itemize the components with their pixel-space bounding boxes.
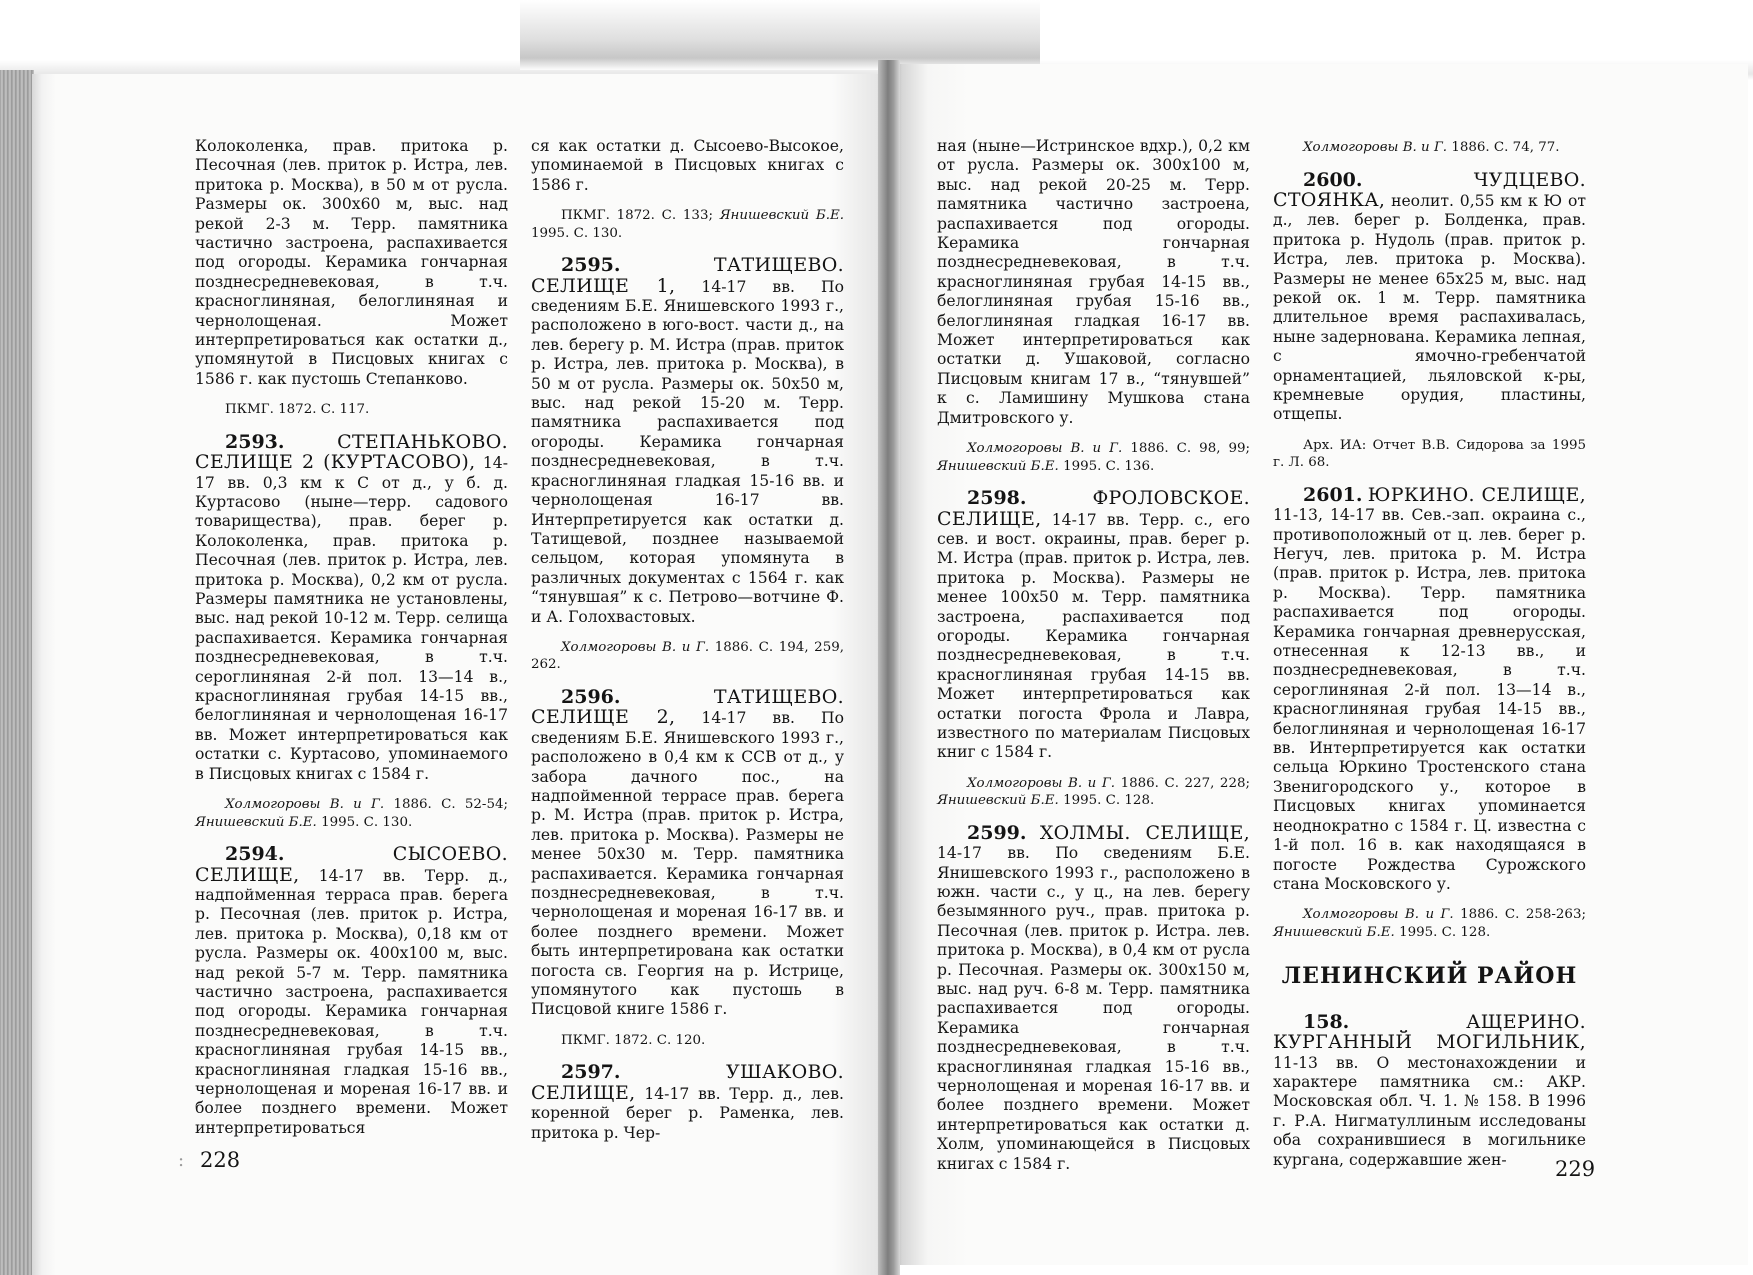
ref-text: 1995. С. 128. — [1399, 924, 1491, 940]
entry-number: 2595. — [561, 254, 621, 277]
ref-author: Холмогоровы В. и Г. — [561, 639, 710, 655]
left-page-column-1 — [195, 137, 508, 1138]
entry-text: 14-17 вв. По сведениям Б.Е. Янишевского 1993 г., расположено в юго-вост. части д., на лев. берегу р. М. Истра (прав. приток р. Истра, лев. притока р. Москва), в 50 м от русла. Размеры ок. 50х50 м, выс. над рекой 15-20 м. Терр. памятника распахивается под огороды. Керамика гончарная позднесредневековая, в т.ч. красноглиняная гладкая 15-16 вв. и чернолощеная 16-17 вв. Интерпретируется как остатки д. Татищевой, позднее называемой сельцом, которая упомянута в различных документах с 1564 г. как “тянувшая” к с. Петрово—вотчине Ф. и А. Голохвастовых. — [531, 277, 844, 626]
page-number-right: 229 — [1555, 1157, 1596, 1181]
entry-title: УШАКОВО. СЕЛИЩЕ, — [531, 1061, 844, 1104]
ref-text: 1886. С. 227, 228; — [1120, 775, 1251, 791]
right-page-column-2 — [1273, 137, 1586, 1170]
entry-158 — [1273, 1010, 1586, 1170]
district-heading: ЛЕНИНСКИЙ РАЙОН — [1281, 963, 1578, 990]
entry-2597 — [531, 1063, 844, 1143]
left-page-column-2 — [531, 137, 844, 1143]
ref-author: Янишевский Б.Е. — [937, 793, 1059, 809]
entry-text: 14-17 вв. По сведениям Б.Е. Янишевского 1993 г., расположено в 0,4 км к ССВ от д., у забора дачного пос., на надпойменной террасе прав. берега р. М. Истра (прав. приток р. Истра, лев. притока р. Москва). Размеры не менее 50х30 м. Терр. памятника распахивается. Керамика гончарная позднесредневековая, в т.ч. чернолощеная и мореная 16-17 вв. и более позднего времени. Может быть интерпретирована как остатки погоста св. Георгия на р. Истрице, упомянутого как пустошь в Писцовой книге 1586 г. — [531, 709, 844, 1019]
entry-number: 2599. — [967, 821, 1027, 844]
page-edges-left — [0, 70, 34, 1275]
ref-text: 1886. С. 258-263; — [1460, 907, 1586, 923]
entry-number: 158. — [1303, 1010, 1350, 1033]
entry-number: 2593. — [225, 430, 285, 453]
ref-text: 1886. С. 74, 77. — [1451, 140, 1560, 155]
entry-reference: ПКМГ. 1872. С. 117. — [225, 402, 370, 418]
entry-title: СЫСОЕВО. СЕЛИЩЕ, — [195, 843, 508, 886]
entry-title: АЩЕРИНО. КУРГАННЫЙ МОГИЛЬНИК, — [1273, 1010, 1586, 1054]
entry-reference — [531, 207, 844, 242]
entry-number: 2597. — [561, 1061, 621, 1084]
entry-number: 2596. — [561, 685, 621, 708]
entry-2593 — [195, 430, 508, 784]
entry-2600 — [1273, 168, 1586, 425]
ref-text: 1995. С. 130. — [321, 814, 413, 830]
ref-author: Янишевский Б.Е. — [937, 458, 1059, 474]
entry-reference — [531, 639, 844, 674]
entry-2595 — [531, 256, 844, 627]
entry-reference — [195, 796, 508, 831]
entry-title: ТАТИЩЕВО. СЕЛИЩЕ 2, — [531, 685, 844, 729]
ref-author: Холмогоровы В. и Г. — [967, 775, 1115, 791]
entry-reference: Арх. ИА: Отчет В.В. Сидорова за 1995 г. Л. 68. — [1273, 437, 1586, 471]
ref-text: 1995. С. 128. — [1063, 793, 1155, 809]
entry-text: неолит. 0,55 км к Ю от д., лев. берег р. Болденка, прав. притока р. Нудоль (прав. приток р. Истра, лев. притока р. Москва). Размеры не менее 65х25 м, выс. над рекой ок. 1 м. Терр. памятника длительное время распахивалась, ныне задернована. Керамика лепная, с ямочно-гребенчатой орнаментацией, льяловской к-ры, кремневые орудия, пластины, отщепы. — [1273, 191, 1586, 424]
ref-text: 1886. С. 52-54; — [393, 797, 509, 813]
entry-2598 — [937, 489, 1250, 763]
entry-2596 — [531, 685, 844, 1020]
entry-title: СТЕПАНЬКОВО. СЕЛИЩЕ 2 (КУРТАСОВО), — [195, 430, 508, 474]
entry-text: 14-17 вв. Терр. д., надпойменная терраса прав. берега р. Песочная (лев. приток р. Истра, лев. притока р. Москва), 0,18 км от русла. Размеры ок. 400х100 м, выс. над рекой 5-7 м. Терр. памятника частично застроена, распахивается под огороды. Керамика гончарная позднесредневековая, в т.ч. красноглиняная грубая 14-15 вв., красноглиняная гладкая 15-16 вв., чернолощеная и мореная 16-17 вв. и более позднего времени. Может интерпретироваться — [195, 866, 508, 1137]
ref-text: 1886. С. 98, 99; — [1130, 441, 1251, 457]
ref-author: Холмогоровы В. и Г. — [225, 797, 385, 813]
entry-number: 2598. — [967, 487, 1027, 510]
entry-2594 — [195, 845, 508, 1138]
entry-title: ЮРКИНО. СЕЛИЩЕ, — [1367, 483, 1586, 506]
entry-reference: ПКМГ. 1872. С. 120. — [561, 1032, 706, 1048]
entry-reference — [937, 775, 1250, 810]
ref-text: 1995. С. 130. — [531, 225, 623, 241]
bleed-through-mark: : — [178, 1150, 185, 1171]
ref-text: ПКМГ. 1872. С. 133; — [561, 208, 720, 224]
entry-title: ФРОЛОВСКОЕ. СЕЛИЩЕ, — [937, 487, 1250, 530]
page-number-left: 228 — [200, 1148, 241, 1172]
scan-shadow — [520, 0, 1040, 70]
ref-text: 1886. С. 194, 259, 262. — [531, 639, 844, 673]
entry-text: 11-13, 14-17 вв. Сев.-зап. окраина с., противоположный от ц. лев. берег р. Негуч, лев. притока р. М. Истра (прав. приток р. Истра, лев. притока р. Москва). Терр. памятника распахивается под огороды. Керамика гончарная древнерусская, отнесенная к 12-13 вв., и позднесредневековая, в т.ч. сероглиняная 2-й пол. 13—14 в., красноглиняная грубая 14-15 вв., белоглиняная и чернолощеная 16-17 вв. Интерпретируется как остатки сельца Юркино Тростенского стана Звенигородского у., которое в Писцовых книгах упоминается неоднократно с 1584 г. Ц. известна с 1-й пол. 16 в. как находящаяся в погосте Рождества Сурожского стана Московского у. — [1273, 506, 1586, 893]
ref-author: Янишевский Б.Е. — [719, 208, 845, 224]
entry-continuation: ся как остатки д. Сысоево-Высокое, упоминаемой в Писцовых книгах с 1586 г. — [531, 137, 844, 194]
entry-reference — [1273, 906, 1586, 941]
ref-author: Янишевский Б.Е. — [195, 814, 317, 830]
entry-number: 2594. — [225, 843, 285, 866]
ref-author: Янишевский Б.Е. — [1273, 924, 1395, 940]
entry-title: ТАТИЩЕВО. СЕЛИЩЕ 1, — [531, 254, 844, 297]
entry-text: 14-17 вв. По сведениям Б.Е. Янишевского 1993 г., расположено в южн. части с., у ц., на лев. берегу безымянного руч., прав. притока р. Песочная (лев. приток р. Истра. лев. притока р. Москва), в 0,4 км от русла р. Песочная. Размеры ок. 300х150 м, выс. над руч. 6-8 м. Терр. памятника распахивается под огороды. Керамика гончарная позднесредневековая, в т.ч. красноглиняная гладкая 15-16 вв., чернолощеная и мореная 16-17 вв. и более позднего времени. Может интерпретироваться как остатки д. Холм, упоминающейся в Писцовых книгах с 1584 г. — [937, 844, 1250, 1173]
entry-text: 14-17 вв. Терр. д., лев. коренной берег р. Раменка, лев. притока р. Чер- — [531, 1084, 844, 1142]
entry-text: 14-17 вв. 0,3 км к С от д., у б. д. Куртасово (ныне—терр. садового товарищества), прав. берег р. Колоколенка, прав. притока р. Песочная (лев. приток р. Истра, лев. притока р. Москва), 0,2 км от русла. Размеры памятника не установлены, выс. над рекой 10-12 м. Терр. селища распахивается. Керамика гончарная позднесредневековая, в т.ч. сероглиняная 2-й пол. 13—14 в., красноглиняная грубая 14-15 вв., белоглиняная и чернолощеная 16-17 вв. Может интерпретироваться как остатки с. Куртасово, упоминаемого в Писцовых книгах с 1584 г. — [195, 454, 508, 783]
ref-text: 1995. С. 136. — [1063, 458, 1155, 474]
entry-reference — [1273, 139, 1586, 157]
entry-title: ЧУДЦЕВО. СТОЯНКА, — [1273, 168, 1586, 211]
ref-author: Холмогоровы В. и Г. — [967, 441, 1123, 457]
entry-continuation: Колоколенка, прав. притока р. Песочная (лев. приток р. Истра, лев. притока р. Москва), в 50 м от русла. Размеры ок. 300х60 м, выс. над рекой 2-3 м. Терр. памятника частично застроена, распахивается под огороды. Керамика гончарная позднесредневековая, в т.ч. красноглиняная, белоглиняная и чернолощеная. Может интерпретироваться как остатки д., упомянутой в Писцовых книгах с 1586 г. как пустошь Степанково. — [195, 137, 508, 388]
entry-title: ХОЛМЫ. СЕЛИЩЕ, — [1039, 821, 1250, 844]
entry-2599 — [937, 821, 1250, 1174]
ref-author: Холмогоровы В. и Г. — [1303, 140, 1448, 155]
entry-continuation: ная (ныне—Истринское вдхр.), 0,2 км от русла. Размеры ок. 300х100 м, выс. над рекой 20-25 м. Терр. памятника частично застроена, распахивается под огороды. Керамика гончарная позднесредневековая, в т.ч. красноглиняная грубая 14-15 вв., белоглиняная грубая 15-16 вв., белоглиняная гладкая 16-17 вв. Может интерпретироваться как остатки д. Ушаковой, согласно Писцовым книгам 17 в., “тянувшей” к с. Ламишину Мушкова стана Дмитровского у. — [937, 137, 1250, 427]
right-page-column-1 — [937, 137, 1250, 1174]
entry-number: 2601. — [1303, 483, 1363, 506]
ref-author: Холмогоровы В. и Г. — [1303, 907, 1454, 923]
entry-text: 11-13 вв. О местонахождении и характере памятника см.: АКР. Московская обл. Ч. 1. № 158. В 1996 г. Р.А. Нигматуллиным исследованы оба сохранившиеся в могильнике кургана, содержавшие жен- — [1273, 1053, 1586, 1169]
book-gutter — [878, 60, 900, 1275]
entry-text: 14-17 вв. Терр. с., его сев. и вост. окраины, прав. берег р. М. Истра (прав. приток р. Истра, лев. притока р. Москва). Размеры не менее 100х50 м. Терр. памятника застроена, распахивается под огороды. Керамика гончарная позднесредневековая, в т.ч. красноглиняная грубая 14-15 вв. Может интерпретироваться как остатки погоста Фрола и Лавра, известного по материалам Писцовых книг с 1584 г. — [937, 510, 1250, 762]
entry-number: 2600. — [1303, 168, 1363, 191]
entry-2601 — [1273, 483, 1586, 895]
entry-reference — [937, 440, 1250, 475]
